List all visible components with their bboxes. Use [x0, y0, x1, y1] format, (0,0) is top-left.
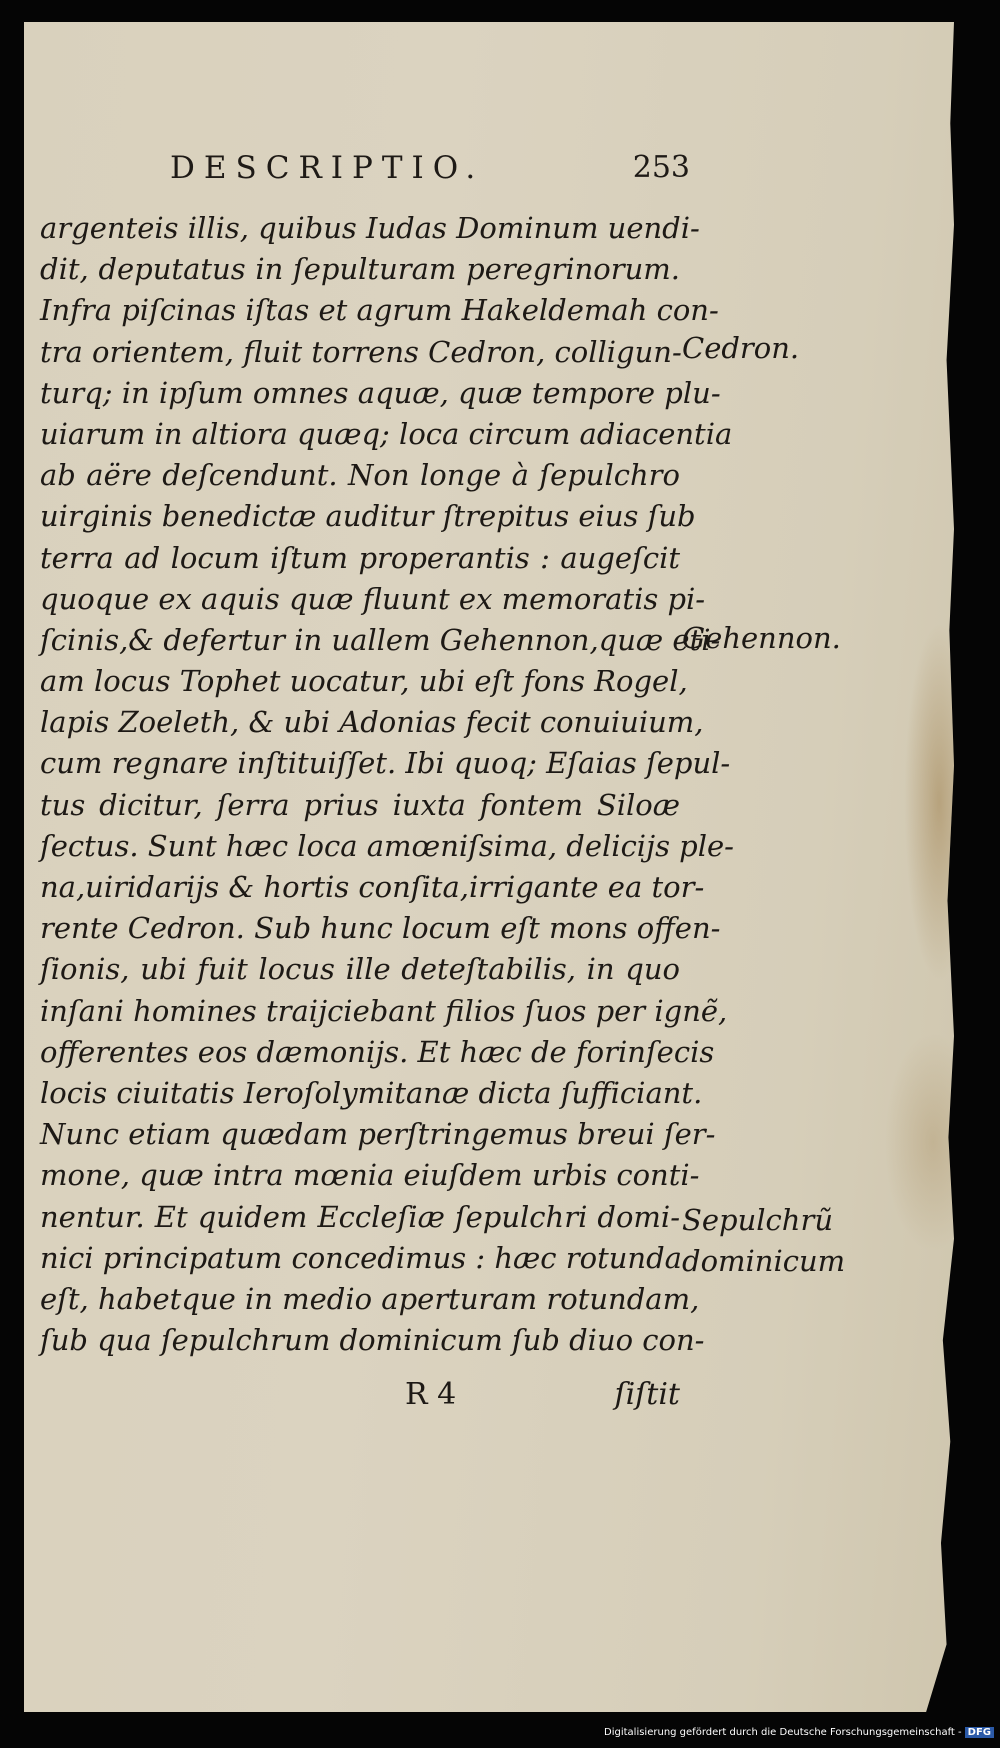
- text-line: locis ciuitatis Ieroſolymitanæ dicta ſufficiant.: [40, 1075, 703, 1110]
- credit-text: Digitalisierung gefördert durch die Deutsche Forschungsgemeinschaft -: [604, 1727, 962, 1738]
- text-line: dit, deputatus in ſepulturam peregrinorum.: [40, 252, 680, 287]
- text-line: offerentes eos dæmonijs. Et hæc de forinſecis: [40, 1034, 715, 1069]
- dfg-logo: DFG: [965, 1727, 994, 1738]
- text-line: turq; in ipſum omnes aquæ, quæ tempore plu-: [40, 375, 721, 410]
- text-line: mone, quæ intra mœnia eiuſdem urbis conti-: [40, 1158, 700, 1193]
- text-line: uirginis benedictæ auditur ſtrepitus eius ſub: [40, 499, 696, 534]
- text-line: Infra piſcinas iſtas et agrum Hakeldemah con-: [40, 293, 719, 328]
- text-line: nici principatum concedimus : hæc rotunda: [40, 1240, 682, 1275]
- page-header: [170, 150, 690, 190]
- text-line: uiarum in altiora quæq; loca circum adiacentia: [40, 416, 733, 451]
- text-line: inſani homines traijciebant filios ſuos per ignẽ,: [40, 993, 728, 1028]
- text-line: tus dicitur, ſerra prius iuxta fontem Siloæ: [40, 787, 680, 822]
- marginal-note-dominicum: dominicum: [682, 1244, 846, 1278]
- text-line: quoque ex aquis quæ fluunt ex memoratis pi-: [40, 581, 706, 616]
- text-line: ſectus. Sunt hæc loca amœniſsima, delicijs ple-: [40, 828, 734, 863]
- body-text: [40, 208, 734, 1361]
- running-title: DESCRIPTIO.: [170, 150, 485, 186]
- page-footer: [40, 1370, 680, 1420]
- text-line: ab aëre deſcendunt. Non longe à ſepulchro: [40, 458, 680, 493]
- text-line: terra ad locum iſtum properantis : augeſcit: [40, 540, 680, 575]
- text-line: ſub qua ſepulchrum dominicum ſub diuo con-: [40, 1323, 705, 1358]
- text-line: ſcinis,& defertur in uallem Gehennon,quæ eti-: [40, 622, 721, 657]
- text-line: Nunc etiam quædam perſtringemus breui ſer-: [40, 1117, 716, 1152]
- digitization-credit: [604, 1727, 994, 1738]
- text-line: rente Cedron. Sub hunc locum eſt mons offen-: [40, 911, 721, 946]
- catchword: ſiſtit: [614, 1377, 680, 1412]
- page-number: 253: [632, 150, 690, 185]
- text-line: nentur. Et quidem Eccleſiæ ſepulchri domi-: [40, 1199, 680, 1234]
- marginal-note-gehennon: Gehennon.: [682, 621, 841, 655]
- text-line: eſt, habetque in medio aperturam rotundam,: [40, 1281, 700, 1316]
- water-stain: [904, 622, 954, 982]
- marginal-note-cedron: Cedron.: [682, 331, 800, 365]
- text-line: argenteis illis, quibus Iudas Dominum uendi-: [40, 211, 700, 245]
- signature-mark: R 4: [405, 1377, 457, 1412]
- text-line: cum regnare inſtituiſſet. Ibi quoq; Eſaias ſepul-: [40, 746, 731, 781]
- text-line: ſionis, ubi fuit locus ille deteſtabilis, in quo: [40, 952, 680, 987]
- water-stain: [884, 1032, 954, 1252]
- text-line: na,uiridarijs & hortis conſita,irrigante ea tor-: [40, 870, 705, 904]
- marginal-note-sepulchrum: Sepulchrũ: [682, 1203, 834, 1237]
- text-line: tra orientem, fluit torrens Cedron, colligun-: [40, 334, 682, 369]
- text-line: am locus Tophet uocatur, ubi eſt fons Rogel,: [40, 664, 688, 699]
- text-line: lapis Zoeleth, & ubi Adonias fecit conuiuium,: [40, 705, 704, 740]
